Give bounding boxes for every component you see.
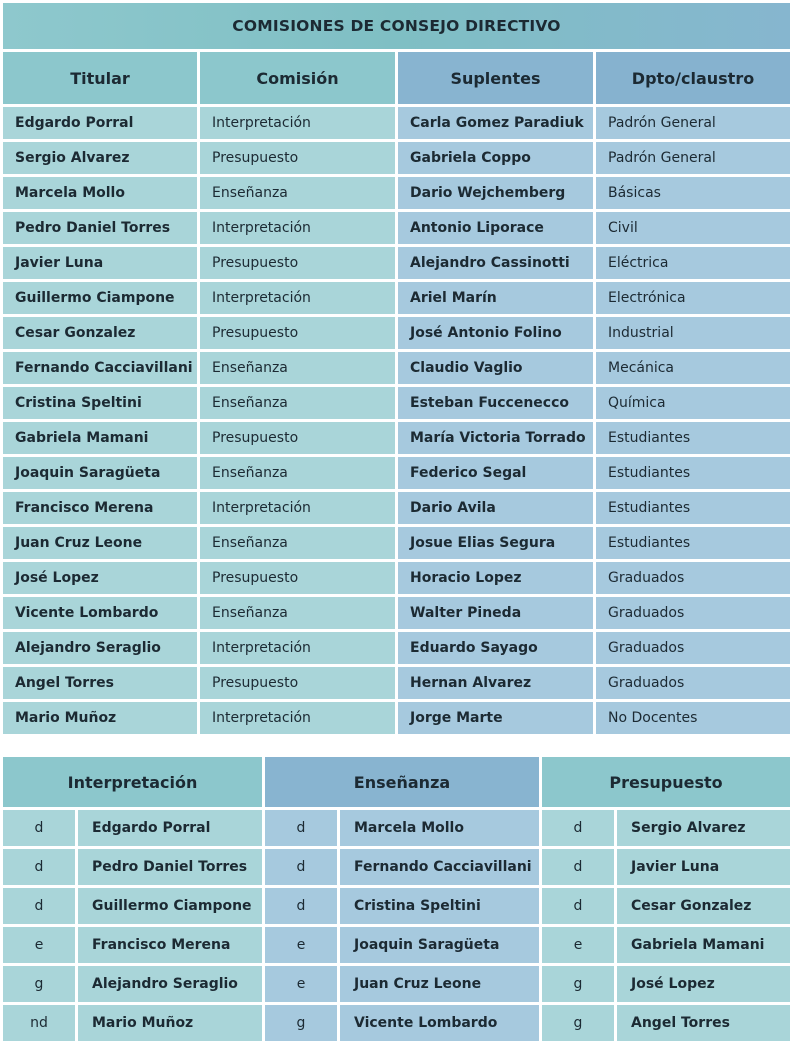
comision-cell: Interpretación xyxy=(200,107,398,142)
header-titular: Titular xyxy=(3,52,200,104)
table-row xyxy=(3,632,790,667)
commission-groups-table xyxy=(3,757,790,1041)
commission-group-header: Enseñanza xyxy=(265,757,539,810)
member-claustro-code: g xyxy=(3,966,78,1002)
member-claustro-code: nd xyxy=(3,1005,78,1041)
dpto-cell: Estudiantes xyxy=(596,422,790,457)
titular-cell: Fernando Cacciavillani xyxy=(3,352,200,387)
comision-cell: Presupuesto xyxy=(200,422,398,457)
table-row xyxy=(3,527,790,562)
table-row xyxy=(3,702,790,737)
member-claustro-code: d xyxy=(542,888,617,924)
titular-cell: José Lopez xyxy=(3,562,200,597)
suplente-cell: Gabriela Coppo xyxy=(398,142,596,177)
suplente-cell: Ariel Marín xyxy=(398,282,596,317)
suplente-cell: Federico Segal xyxy=(398,457,596,492)
dpto-cell: Electrónica xyxy=(596,282,790,317)
table-row xyxy=(3,492,790,527)
member-claustro-code: d xyxy=(265,849,340,885)
commission-member-row xyxy=(265,927,539,966)
titular-cell: Francisco Merena xyxy=(3,492,200,527)
commission-group xyxy=(265,757,542,1041)
member-claustro-code: d xyxy=(265,888,340,924)
titular-cell: Javier Luna xyxy=(3,247,200,282)
suplente-cell: Dario Avila xyxy=(398,492,596,527)
suplente-cell: María Victoria Torrado xyxy=(398,422,596,457)
member-name: José Lopez xyxy=(617,966,790,1002)
member-claustro-code: g xyxy=(542,966,617,1002)
member-claustro-code: e xyxy=(265,966,340,1002)
commission-member-row xyxy=(542,1005,790,1041)
dpto-cell: Estudiantes xyxy=(596,492,790,527)
dpto-cell: Padrón General xyxy=(596,107,790,142)
dpto-cell: Graduados xyxy=(596,632,790,667)
member-name: Marcela Mollo xyxy=(340,810,539,846)
member-name: Edgardo Porral xyxy=(78,810,262,846)
member-claustro-code: d xyxy=(3,810,78,846)
table-row xyxy=(3,177,790,212)
member-claustro-code: d xyxy=(265,810,340,846)
member-name: Juan Cruz Leone xyxy=(340,966,539,1002)
comision-cell: Interpretación xyxy=(200,282,398,317)
member-claustro-code: e xyxy=(3,927,78,963)
table-row xyxy=(3,282,790,317)
suplente-cell: Claudio Vaglio xyxy=(398,352,596,387)
commission-member-row xyxy=(3,966,262,1005)
member-name: Angel Torres xyxy=(617,1005,790,1041)
dpto-cell: Estudiantes xyxy=(596,457,790,492)
member-claustro-code: g xyxy=(265,1005,340,1041)
comision-cell: Enseñanza xyxy=(200,387,398,422)
commission-member-row xyxy=(3,849,262,888)
commission-member-row xyxy=(3,888,262,927)
commission-group-header: Interpretación xyxy=(3,757,262,810)
member-name: Francisco Merena xyxy=(78,927,262,963)
member-claustro-code: d xyxy=(3,849,78,885)
member-claustro-code: d xyxy=(542,849,617,885)
table-row xyxy=(3,142,790,177)
header-suplentes: Suplentes xyxy=(398,52,596,104)
table-body xyxy=(3,107,790,737)
titular-cell: Marcela Mollo xyxy=(3,177,200,212)
suplente-cell: Walter Pineda xyxy=(398,597,596,632)
titular-cell: Alejandro Seraglio xyxy=(3,632,200,667)
comision-cell: Enseñanza xyxy=(200,527,398,562)
suplente-cell: Dario Wejchemberg xyxy=(398,177,596,212)
commission-member-row xyxy=(3,810,262,849)
table-row xyxy=(3,387,790,422)
titular-cell: Guillermo Ciampone xyxy=(3,282,200,317)
dpto-cell: Civil xyxy=(596,212,790,247)
council-commissions-table xyxy=(3,3,790,737)
table-row xyxy=(3,352,790,387)
titular-cell: Joaquin Saragüeta xyxy=(3,457,200,492)
commission-member-row xyxy=(542,849,790,888)
suplente-cell: Jorge Marte xyxy=(398,702,596,737)
titular-cell: Angel Torres xyxy=(3,667,200,702)
commission-group xyxy=(3,757,265,1041)
dpto-cell: Química xyxy=(596,387,790,422)
table-row xyxy=(3,247,790,282)
commission-member-row xyxy=(3,1005,262,1041)
member-name: Cristina Speltini xyxy=(340,888,539,924)
member-claustro-code: d xyxy=(542,810,617,846)
commission-group xyxy=(542,757,790,1041)
header-comision: Comisión xyxy=(200,52,398,104)
member-name: Cesar Gonzalez xyxy=(617,888,790,924)
table-row xyxy=(3,597,790,632)
table-row xyxy=(3,457,790,492)
comision-cell: Enseñanza xyxy=(200,352,398,387)
commission-member-row xyxy=(265,849,539,888)
titular-cell: Sergio Alvarez xyxy=(3,142,200,177)
dpto-cell: Graduados xyxy=(596,597,790,632)
commission-member-row xyxy=(265,1005,539,1041)
suplente-cell: Esteban Fuccenecco xyxy=(398,387,596,422)
comision-cell: Enseñanza xyxy=(200,597,398,632)
comision-cell: Interpretación xyxy=(200,702,398,737)
member-name: Gabriela Mamani xyxy=(617,927,790,963)
comision-cell: Presupuesto xyxy=(200,317,398,352)
table-row xyxy=(3,317,790,352)
dpto-cell: Estudiantes xyxy=(596,527,790,562)
member-name: Alejandro Seraglio xyxy=(78,966,262,1002)
suplente-cell: Eduardo Sayago xyxy=(398,632,596,667)
titular-cell: Mario Muñoz xyxy=(3,702,200,737)
member-claustro-code: e xyxy=(265,927,340,963)
member-name: Mario Muñoz xyxy=(78,1005,262,1041)
titular-cell: Gabriela Mamani xyxy=(3,422,200,457)
suplente-cell: Hernan Alvarez xyxy=(398,667,596,702)
table-row xyxy=(3,107,790,142)
comision-cell: Interpretación xyxy=(200,632,398,667)
suplente-cell: Alejandro Cassinotti xyxy=(398,247,596,282)
suplente-cell: Carla Gomez Paradiuk xyxy=(398,107,596,142)
dpto-cell: Graduados xyxy=(596,667,790,702)
dpto-cell: Graduados xyxy=(596,562,790,597)
member-name: Joaquin Saragüeta xyxy=(340,927,539,963)
table-header-row xyxy=(3,52,790,104)
comision-cell: Presupuesto xyxy=(200,667,398,702)
titular-cell: Vicente Lombardo xyxy=(3,597,200,632)
member-name: Pedro Daniel Torres xyxy=(78,849,262,885)
member-name: Fernando Cacciavillani xyxy=(340,849,539,885)
titular-cell: Cesar Gonzalez xyxy=(3,317,200,352)
member-name: Javier Luna xyxy=(617,849,790,885)
commission-member-row xyxy=(3,927,262,966)
member-name: Vicente Lombardo xyxy=(340,1005,539,1041)
commission-member-row xyxy=(542,966,790,1005)
header-dpto-claustro: Dpto/claustro xyxy=(596,52,790,104)
titular-cell: Juan Cruz Leone xyxy=(3,527,200,562)
commission-group-header: Presupuesto xyxy=(542,757,790,810)
commission-member-row xyxy=(265,888,539,927)
comision-cell: Presupuesto xyxy=(200,562,398,597)
titular-cell: Pedro Daniel Torres xyxy=(3,212,200,247)
commission-member-row xyxy=(542,888,790,927)
dpto-cell: Padrón General xyxy=(596,142,790,177)
table-row xyxy=(3,212,790,247)
member-name: Guillermo Ciampone xyxy=(78,888,262,924)
commission-member-row xyxy=(265,966,539,1005)
comision-cell: Interpretación xyxy=(200,492,398,527)
dpto-cell: No Docentes xyxy=(596,702,790,737)
dpto-cell: Básicas xyxy=(596,177,790,212)
member-claustro-code: d xyxy=(3,888,78,924)
commission-member-row xyxy=(542,810,790,849)
suplente-cell: José Antonio Folino xyxy=(398,317,596,352)
table-row xyxy=(3,422,790,457)
dpto-cell: Eléctrica xyxy=(596,247,790,282)
suplente-cell: Antonio Liporace xyxy=(398,212,596,247)
dpto-cell: Mecánica xyxy=(596,352,790,387)
suplente-cell: Josue Elias Segura xyxy=(398,527,596,562)
table-row xyxy=(3,562,790,597)
comision-cell: Presupuesto xyxy=(200,247,398,282)
comision-cell: Interpretación xyxy=(200,212,398,247)
table-title: COMISIONES DE CONSEJO DIRECTIVO xyxy=(3,3,790,52)
commission-member-row xyxy=(542,927,790,966)
member-name: Sergio Alvarez xyxy=(617,810,790,846)
comision-cell: Enseñanza xyxy=(200,457,398,492)
titular-cell: Edgardo Porral xyxy=(3,107,200,142)
member-claustro-code: g xyxy=(542,1005,617,1041)
dpto-cell: Industrial xyxy=(596,317,790,352)
suplente-cell: Horacio Lopez xyxy=(398,562,596,597)
comision-cell: Presupuesto xyxy=(200,142,398,177)
table-row xyxy=(3,667,790,702)
comision-cell: Enseñanza xyxy=(200,177,398,212)
member-claustro-code: e xyxy=(542,927,617,963)
commission-member-row xyxy=(265,810,539,849)
titular-cell: Cristina Speltini xyxy=(3,387,200,422)
